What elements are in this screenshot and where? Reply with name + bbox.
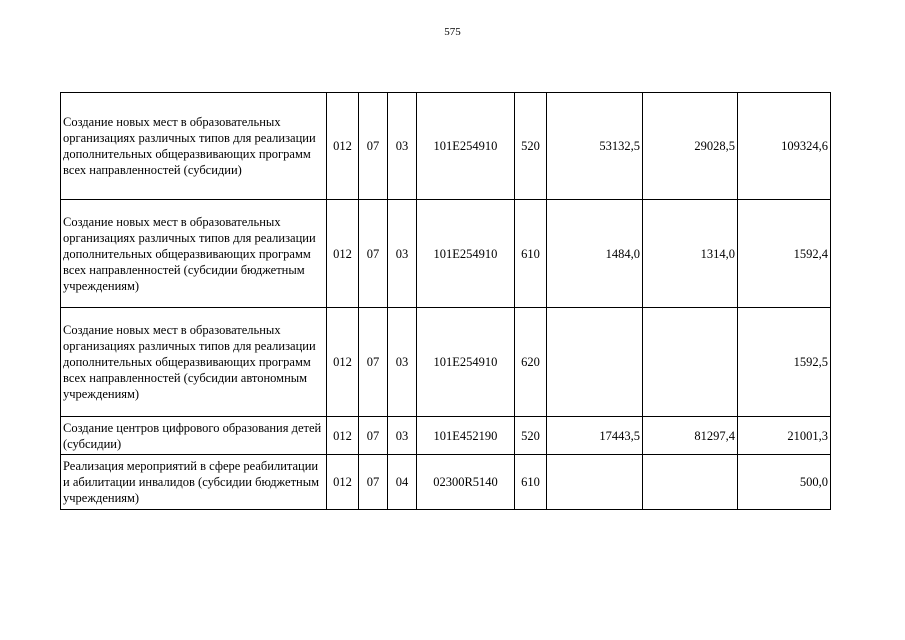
section-code: 07 bbox=[359, 417, 388, 455]
amount-3: 21001,3 bbox=[738, 417, 831, 455]
subsection-code: 03 bbox=[388, 200, 417, 308]
amount-1: 17443,5 bbox=[547, 417, 643, 455]
amount-1 bbox=[547, 455, 643, 510]
table-row bbox=[61, 455, 831, 510]
amount-2: 29028,5 bbox=[643, 93, 738, 200]
row-name: Создание новых мест в образовательных организациях различных типов для реализации дополнительных общеразвивающих программ всех направленностей (субсидии) bbox=[61, 93, 327, 200]
amount-3: 500,0 bbox=[738, 455, 831, 510]
amount-1: 53132,5 bbox=[547, 93, 643, 200]
row-name: Создание центров цифрового образования детей (субсидии) bbox=[61, 417, 327, 455]
ministry-code: 012 bbox=[327, 93, 359, 200]
expense-type-code: 520 bbox=[515, 417, 547, 455]
ministry-code: 012 bbox=[327, 308, 359, 417]
ministry-code: 012 bbox=[327, 417, 359, 455]
table-row bbox=[61, 308, 831, 417]
ministry-code: 012 bbox=[327, 455, 359, 510]
table-row bbox=[61, 200, 831, 308]
section-code: 07 bbox=[359, 200, 388, 308]
target-code: 101E254910 bbox=[417, 93, 515, 200]
amount-2 bbox=[643, 455, 738, 510]
subsection-code: 04 bbox=[388, 455, 417, 510]
section-code: 07 bbox=[359, 93, 388, 200]
row-name: Создание новых мест в образовательных организациях различных типов для реализации дополнительных общеразвивающих программ всех направленностей (субсидии бюджетным учреждениям) bbox=[61, 200, 327, 308]
row-name: Создание новых мест в образовательных организациях различных типов для реализации дополнительных общеразвивающих программ всех направленностей (субсидии автономным учреждениям) bbox=[61, 308, 327, 417]
expense-type-code: 620 bbox=[515, 308, 547, 417]
section-code: 07 bbox=[359, 455, 388, 510]
expense-type-code: 520 bbox=[515, 93, 547, 200]
amount-3: 1592,5 bbox=[738, 308, 831, 417]
amount-3: 109324,6 bbox=[738, 93, 831, 200]
subsection-code: 03 bbox=[388, 308, 417, 417]
subsection-code: 03 bbox=[388, 417, 417, 455]
target-code: 101E254910 bbox=[417, 200, 515, 308]
table-row bbox=[61, 93, 831, 200]
target-code: 02300R5140 bbox=[417, 455, 515, 510]
expense-type-code: 610 bbox=[515, 200, 547, 308]
amount-1: 1484,0 bbox=[547, 200, 643, 308]
section-code: 07 bbox=[359, 308, 388, 417]
table-row bbox=[61, 417, 831, 455]
amount-1 bbox=[547, 308, 643, 417]
amount-3: 1592,4 bbox=[738, 200, 831, 308]
expense-type-code: 610 bbox=[515, 455, 547, 510]
target-code: 101E254910 bbox=[417, 308, 515, 417]
page-number: 575 bbox=[444, 26, 461, 38]
budget-table bbox=[60, 92, 831, 510]
subsection-code: 03 bbox=[388, 93, 417, 200]
amount-2: 81297,4 bbox=[643, 417, 738, 455]
target-code: 101E452190 bbox=[417, 417, 515, 455]
amount-2 bbox=[643, 308, 738, 417]
amount-2: 1314,0 bbox=[643, 200, 738, 308]
ministry-code: 012 bbox=[327, 200, 359, 308]
row-name: Реализация мероприятий в сфере реабилитации и абилитации инвалидов (субсидии бюджетным учреждениям) bbox=[61, 455, 327, 510]
